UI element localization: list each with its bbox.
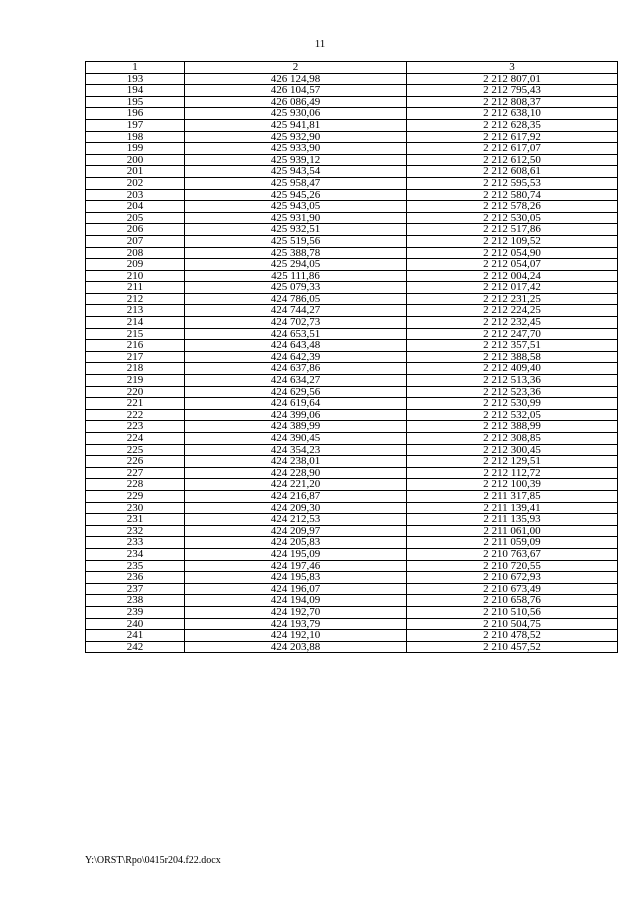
table-row (86, 630, 618, 642)
table-row (86, 375, 618, 387)
table-row (86, 270, 618, 282)
table-body (86, 73, 618, 653)
x-coordinate-cell: 425 941,81 (185, 119, 407, 131)
y-coordinate-cell: 2 212 054,07 (407, 259, 618, 271)
table-row (86, 351, 618, 363)
x-coordinate-cell: 425 294,05 (185, 259, 407, 271)
x-coordinate-cell: 424 209,97 (185, 525, 407, 537)
point-number-cell: 198 (86, 131, 185, 143)
table-row (86, 154, 618, 166)
table-row (86, 595, 618, 607)
x-coordinate-cell: 425 931,90 (185, 212, 407, 224)
point-number-cell: 239 (86, 606, 185, 618)
point-number-cell: 231 (86, 514, 185, 526)
x-coordinate-cell: 425 939,12 (185, 154, 407, 166)
table-row (86, 328, 618, 340)
table-row (86, 166, 618, 178)
x-coordinate-cell: 424 205,83 (185, 537, 407, 549)
point-number-cell: 211 (86, 282, 185, 294)
x-coordinate-cell: 424 192,10 (185, 630, 407, 642)
y-coordinate-cell: 2 211 317,85 (407, 490, 618, 502)
y-coordinate-cell: 2 212 308,85 (407, 433, 618, 445)
y-coordinate-cell: 2 212 532,05 (407, 409, 618, 421)
x-coordinate-cell: 424 195,83 (185, 572, 407, 584)
point-number-cell: 226 (86, 456, 185, 468)
y-coordinate-cell: 2 212 608,61 (407, 166, 618, 178)
point-number-cell: 224 (86, 433, 185, 445)
table-header-row (86, 62, 618, 74)
point-number-cell: 205 (86, 212, 185, 224)
x-coordinate-cell: 424 354,23 (185, 444, 407, 456)
x-coordinate-cell: 424 238,01 (185, 456, 407, 468)
x-coordinate-cell: 426 124,98 (185, 73, 407, 85)
point-number-cell: 217 (86, 351, 185, 363)
point-number-cell: 200 (86, 154, 185, 166)
x-coordinate-cell: 425 933,90 (185, 143, 407, 155)
table-row (86, 224, 618, 236)
point-number-cell: 204 (86, 201, 185, 213)
point-number-cell: 241 (86, 630, 185, 642)
point-number-cell: 209 (86, 259, 185, 271)
y-coordinate-cell: 2 212 109,52 (407, 235, 618, 247)
y-coordinate-cell: 2 211 061,00 (407, 525, 618, 537)
x-coordinate-cell: 424 637,86 (185, 363, 407, 375)
y-coordinate-cell: 2 210 720,55 (407, 560, 618, 572)
table-row (86, 456, 618, 468)
y-coordinate-cell: 2 212 530,99 (407, 398, 618, 410)
point-number-cell: 195 (86, 96, 185, 108)
point-number-cell: 199 (86, 143, 185, 155)
table-row (86, 96, 618, 108)
x-coordinate-cell: 424 642,39 (185, 351, 407, 363)
y-coordinate-cell: 2 212 617,92 (407, 131, 618, 143)
x-coordinate-cell: 425 388,78 (185, 247, 407, 259)
table-row (86, 363, 618, 375)
table-row (86, 514, 618, 526)
point-number-cell: 221 (86, 398, 185, 410)
point-number-cell: 228 (86, 479, 185, 491)
point-number-cell: 223 (86, 421, 185, 433)
column-header-2: 2 (185, 62, 407, 74)
table-row (86, 618, 618, 630)
point-number-cell: 219 (86, 375, 185, 387)
table-row (86, 606, 618, 618)
y-coordinate-cell: 2 212 004,24 (407, 270, 618, 282)
table-row (86, 409, 618, 421)
y-coordinate-cell: 2 212 388,99 (407, 421, 618, 433)
y-coordinate-cell: 2 212 578,26 (407, 201, 618, 213)
y-coordinate-cell: 2 212 523,36 (407, 386, 618, 398)
table-row (86, 467, 618, 479)
point-number-cell: 206 (86, 224, 185, 236)
point-number-cell: 230 (86, 502, 185, 514)
y-coordinate-cell: 2 212 054,90 (407, 247, 618, 259)
point-number-cell: 225 (86, 444, 185, 456)
y-coordinate-cell: 2 210 504,75 (407, 618, 618, 630)
point-number-cell: 193 (86, 73, 185, 85)
table-row (86, 212, 618, 224)
y-coordinate-cell: 2 212 513,36 (407, 375, 618, 387)
x-coordinate-cell: 424 194,09 (185, 595, 407, 607)
point-number-cell: 215 (86, 328, 185, 340)
x-coordinate-cell: 426 104,57 (185, 85, 407, 97)
x-coordinate-cell: 424 619,64 (185, 398, 407, 410)
point-number-cell: 233 (86, 537, 185, 549)
x-coordinate-cell: 424 212,53 (185, 514, 407, 526)
x-coordinate-cell: 424 643,48 (185, 340, 407, 352)
table-row (86, 282, 618, 294)
y-coordinate-cell: 2 210 658,76 (407, 595, 618, 607)
y-coordinate-cell: 2 210 457,52 (407, 641, 618, 653)
table-row (86, 548, 618, 560)
table-row (86, 317, 618, 329)
y-coordinate-cell: 2 210 672,93 (407, 572, 618, 584)
table-row (86, 305, 618, 317)
x-coordinate-cell: 424 653,51 (185, 328, 407, 340)
table-row (86, 490, 618, 502)
x-coordinate-cell: 424 209,30 (185, 502, 407, 514)
table-row (86, 85, 618, 97)
point-number-cell: 213 (86, 305, 185, 317)
footer-file-path: Y:\ORST\Rpo\0415r204.f22.docx (85, 855, 221, 866)
y-coordinate-cell: 2 212 112,72 (407, 467, 618, 479)
point-number-cell: 218 (86, 363, 185, 375)
y-coordinate-cell: 2 212 795,43 (407, 85, 618, 97)
x-coordinate-cell: 424 197,46 (185, 560, 407, 572)
point-number-cell: 207 (86, 235, 185, 247)
y-coordinate-cell: 2 212 231,25 (407, 293, 618, 305)
point-number-cell: 227 (86, 467, 185, 479)
x-coordinate-cell: 424 195,09 (185, 548, 407, 560)
y-coordinate-cell: 2 212 409,40 (407, 363, 618, 375)
x-coordinate-cell: 424 193,79 (185, 618, 407, 630)
table-row (86, 189, 618, 201)
column-header-3: 3 (407, 62, 618, 74)
table-row (86, 444, 618, 456)
point-number-cell: 197 (86, 119, 185, 131)
table-row (86, 177, 618, 189)
table-row (86, 119, 618, 131)
table-row (86, 537, 618, 549)
column-header-1: 1 (86, 62, 185, 74)
table-row (86, 73, 618, 85)
point-number-cell: 210 (86, 270, 185, 282)
point-number-cell: 235 (86, 560, 185, 572)
table-row (86, 108, 618, 120)
table-row (86, 502, 618, 514)
x-coordinate-cell: 425 930,06 (185, 108, 407, 120)
x-coordinate-cell: 424 196,07 (185, 583, 407, 595)
y-coordinate-cell: 2 211 139,41 (407, 502, 618, 514)
x-coordinate-cell: 424 634,27 (185, 375, 407, 387)
x-coordinate-cell: 425 945,26 (185, 189, 407, 201)
y-coordinate-cell: 2 212 357,51 (407, 340, 618, 352)
table-row (86, 583, 618, 595)
table-row (86, 247, 618, 259)
y-coordinate-cell: 2 212 100,39 (407, 479, 618, 491)
point-number-cell: 229 (86, 490, 185, 502)
y-coordinate-cell: 2 212 017,42 (407, 282, 618, 294)
table-row (86, 131, 618, 143)
table-row (86, 572, 618, 584)
point-number-cell: 208 (86, 247, 185, 259)
point-number-cell: 238 (86, 595, 185, 607)
y-coordinate-cell: 2 212 617,07 (407, 143, 618, 155)
x-coordinate-cell: 425 111,86 (185, 270, 407, 282)
x-coordinate-cell: 424 399,06 (185, 409, 407, 421)
x-coordinate-cell: 425 943,05 (185, 201, 407, 213)
table-row (86, 398, 618, 410)
y-coordinate-cell: 2 210 478,52 (407, 630, 618, 642)
x-coordinate-cell: 424 390,45 (185, 433, 407, 445)
table-row (86, 560, 618, 572)
page-number: 11 (314, 38, 326, 50)
x-coordinate-cell: 424 786,05 (185, 293, 407, 305)
table-row (86, 525, 618, 537)
y-coordinate-cell: 2 212 638,10 (407, 108, 618, 120)
y-coordinate-cell: 2 210 763,67 (407, 548, 618, 560)
table-row (86, 143, 618, 155)
point-number-cell: 232 (86, 525, 185, 537)
point-number-cell: 214 (86, 317, 185, 329)
y-coordinate-cell: 2 212 808,37 (407, 96, 618, 108)
y-coordinate-cell: 2 210 673,49 (407, 583, 618, 595)
y-coordinate-cell: 2 212 530,05 (407, 212, 618, 224)
x-coordinate-cell: 424 192,70 (185, 606, 407, 618)
x-coordinate-cell: 424 744,27 (185, 305, 407, 317)
x-coordinate-cell: 424 702,73 (185, 317, 407, 329)
y-coordinate-cell: 2 212 129,51 (407, 456, 618, 468)
table-row (86, 293, 618, 305)
table-row (86, 340, 618, 352)
point-number-cell: 220 (86, 386, 185, 398)
point-number-cell: 234 (86, 548, 185, 560)
table-row (86, 201, 618, 213)
point-number-cell: 236 (86, 572, 185, 584)
coordinates-table (85, 61, 618, 653)
x-coordinate-cell: 424 629,56 (185, 386, 407, 398)
x-coordinate-cell: 425 943,54 (185, 166, 407, 178)
y-coordinate-cell: 2 211 135,93 (407, 514, 618, 526)
point-number-cell: 240 (86, 618, 185, 630)
y-coordinate-cell: 2 210 510,56 (407, 606, 618, 618)
point-number-cell: 203 (86, 189, 185, 201)
x-coordinate-cell: 424 389,99 (185, 421, 407, 433)
table-row (86, 433, 618, 445)
x-coordinate-cell: 425 958,47 (185, 177, 407, 189)
x-coordinate-cell: 424 216,87 (185, 490, 407, 502)
point-number-cell: 222 (86, 409, 185, 421)
x-coordinate-cell: 426 086,49 (185, 96, 407, 108)
table-row (86, 235, 618, 247)
point-number-cell: 216 (86, 340, 185, 352)
point-number-cell: 194 (86, 85, 185, 97)
table-row (86, 386, 618, 398)
x-coordinate-cell: 425 519,56 (185, 235, 407, 247)
point-number-cell: 242 (86, 641, 185, 653)
table-row (86, 421, 618, 433)
y-coordinate-cell: 2 212 247,70 (407, 328, 618, 340)
y-coordinate-cell: 2 212 595,53 (407, 177, 618, 189)
x-coordinate-cell: 425 932,51 (185, 224, 407, 236)
point-number-cell: 202 (86, 177, 185, 189)
table-row (86, 641, 618, 653)
x-coordinate-cell: 424 221,20 (185, 479, 407, 491)
table-row (86, 259, 618, 271)
y-coordinate-cell: 2 212 807,01 (407, 73, 618, 85)
y-coordinate-cell: 2 212 388,58 (407, 351, 618, 363)
y-coordinate-cell: 2 212 224,25 (407, 305, 618, 317)
y-coordinate-cell: 2 212 580,74 (407, 189, 618, 201)
y-coordinate-cell: 2 212 612,50 (407, 154, 618, 166)
x-coordinate-cell: 425 932,90 (185, 131, 407, 143)
y-coordinate-cell: 2 212 628,35 (407, 119, 618, 131)
y-coordinate-cell: 2 212 517,86 (407, 224, 618, 236)
table-row (86, 479, 618, 491)
y-coordinate-cell: 2 211 059,09 (407, 537, 618, 549)
point-number-cell: 212 (86, 293, 185, 305)
y-coordinate-cell: 2 212 300,45 (407, 444, 618, 456)
point-number-cell: 201 (86, 166, 185, 178)
x-coordinate-cell: 424 228,90 (185, 467, 407, 479)
x-coordinate-cell: 425 079,33 (185, 282, 407, 294)
x-coordinate-cell: 424 203,88 (185, 641, 407, 653)
point-number-cell: 237 (86, 583, 185, 595)
point-number-cell: 196 (86, 108, 185, 120)
y-coordinate-cell: 2 212 232,45 (407, 317, 618, 329)
